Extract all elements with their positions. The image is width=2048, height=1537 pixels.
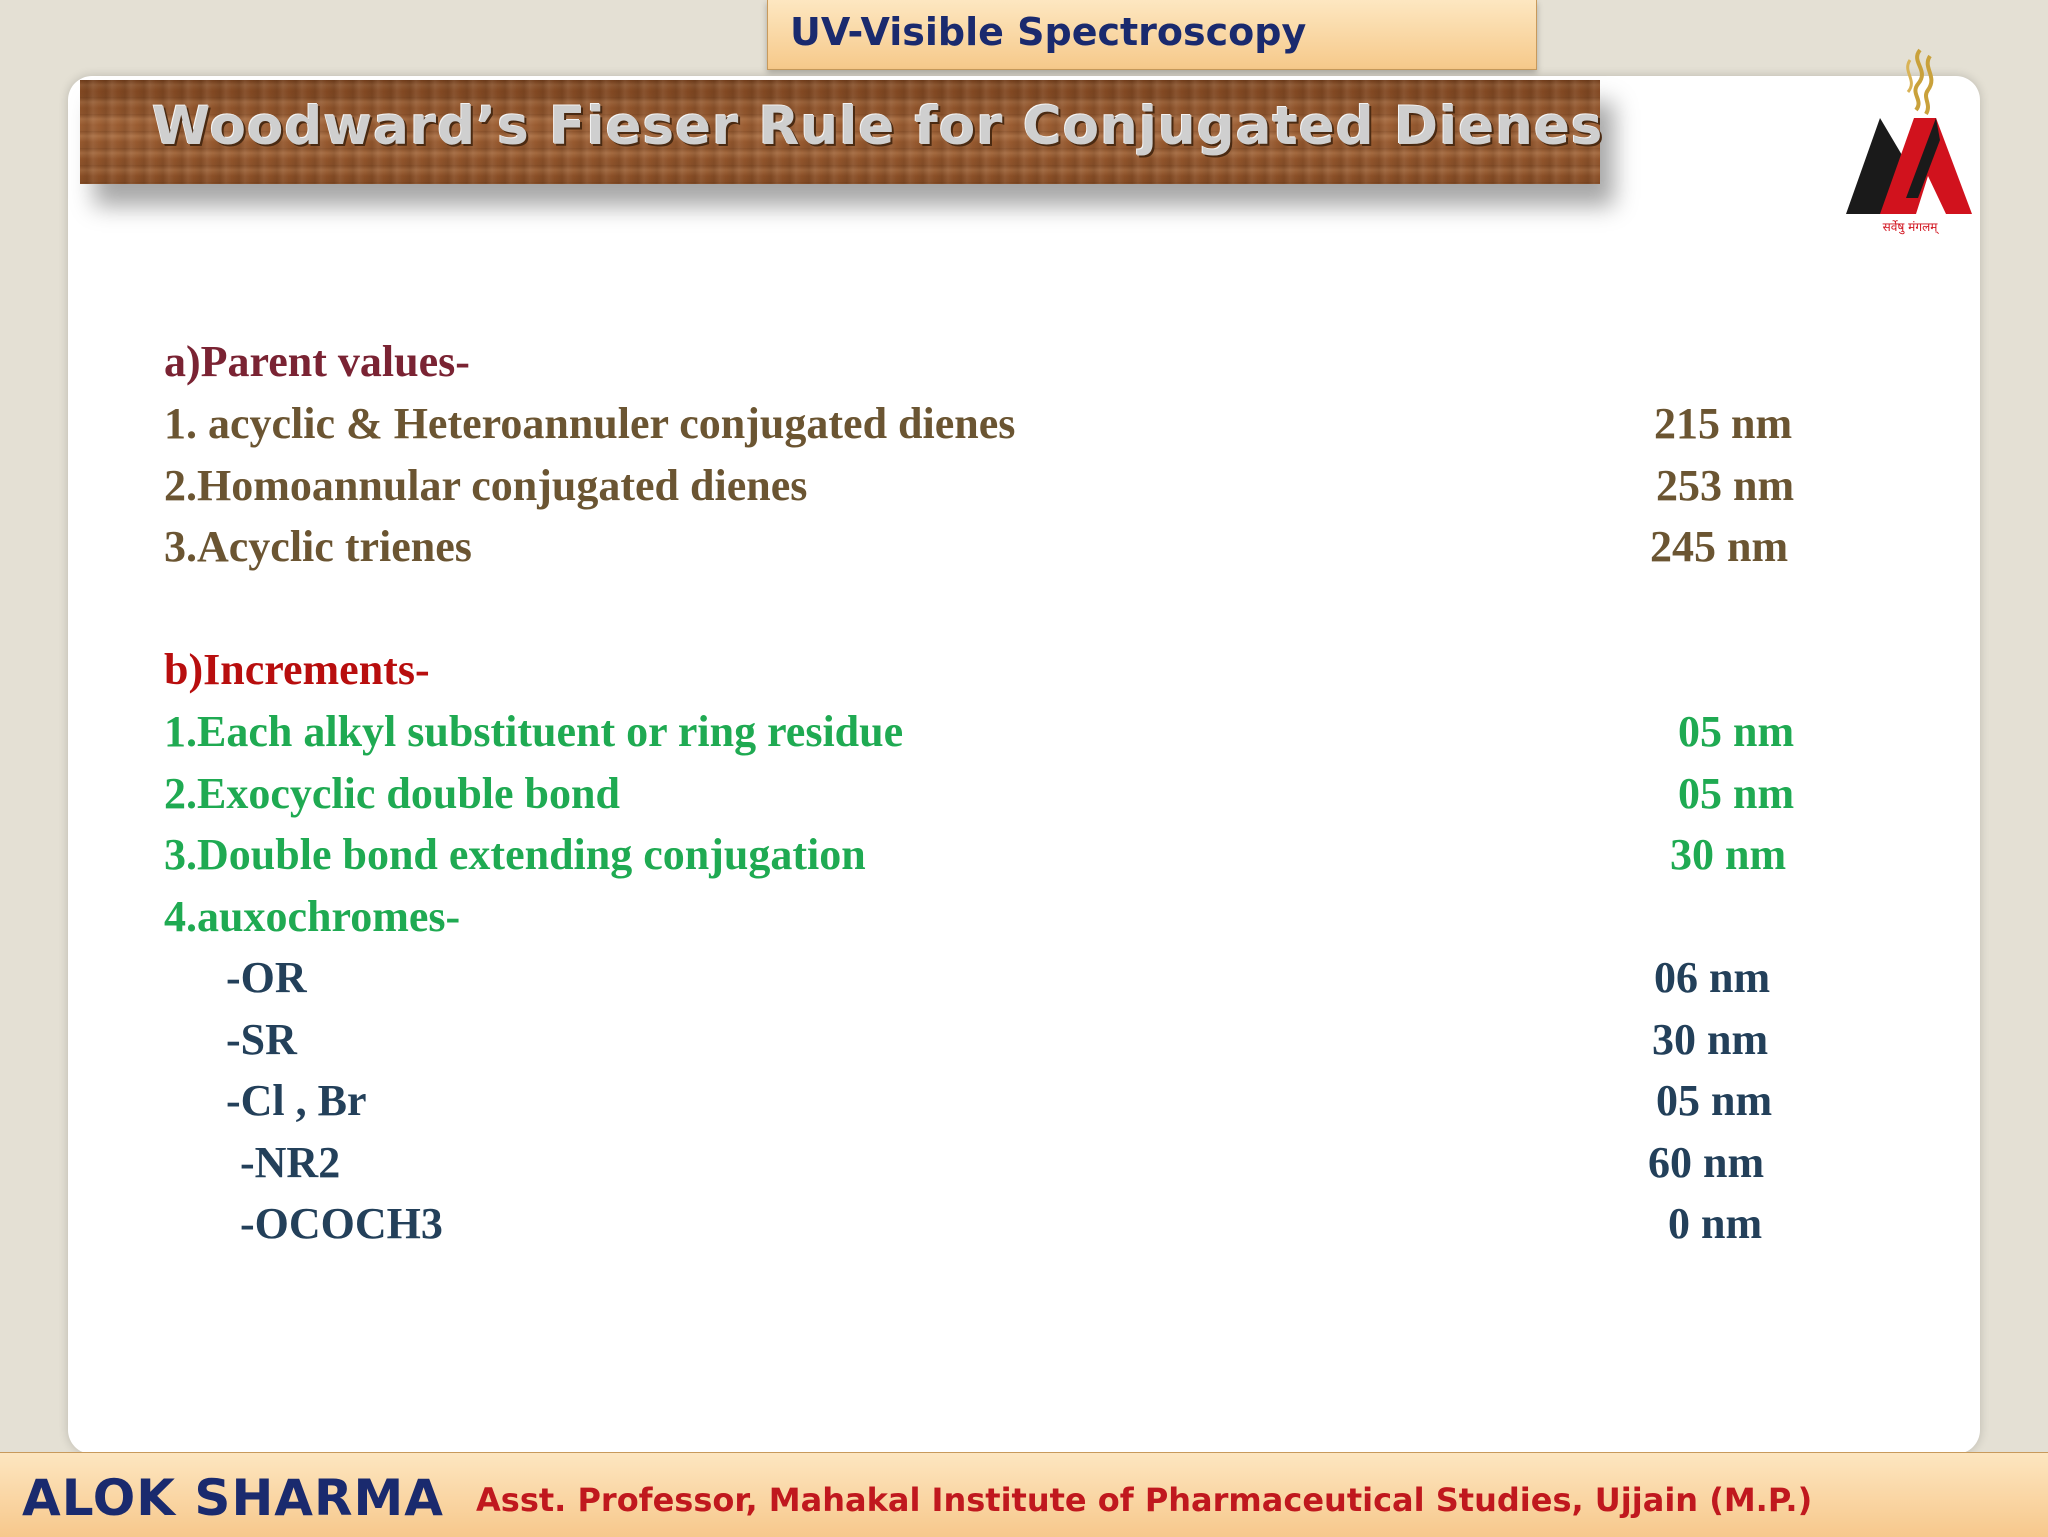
slide-title: Woodward’s Fieser Rule for Conjugated Dienes: [152, 96, 1604, 157]
title-banner: [80, 80, 1604, 184]
increment-item-label: 2.Exocyclic double bond: [164, 769, 620, 818]
parent-item-value: 253 nm: [1656, 461, 1795, 510]
increment-item-value: 05 nm: [1678, 707, 1795, 756]
auxochrome-label: -OR: [226, 953, 307, 1002]
institute-logo-icon: [1840, 48, 1976, 244]
footer-bar: [0, 1452, 2048, 1537]
increment-item-value: 05 nm: [1678, 769, 1795, 818]
auxochrome-label: -NR2: [240, 1138, 341, 1187]
logo-caption: सर्वेषु मंगलम्: [1846, 218, 1974, 236]
parent-item-label: 1. acyclic & Heteroannuler conjugated dienes: [164, 399, 1016, 448]
auxochrome-value: 06 nm: [1654, 953, 1771, 1002]
parent-item-label: 2.Homoannular conjugated dienes: [164, 461, 808, 510]
auxochrome-value: 60 nm: [1648, 1138, 1765, 1187]
auxochrome-label: -OCOCH3: [240, 1199, 443, 1248]
increment-item-label: 1.Each alkyl substituent or ring residue: [164, 707, 904, 756]
auxochrome-label: -Cl , Br: [226, 1076, 367, 1125]
parent-item-label: 3.Acyclic trienes: [164, 522, 472, 571]
parent-item-value: 245 nm: [1650, 522, 1789, 571]
increments-heading: b)Increments-: [164, 645, 430, 694]
section-tab-title: UV-Visible Spectroscopy: [790, 10, 1307, 54]
parent-item-value: 215 nm: [1654, 399, 1793, 448]
auxochrome-value: 05 nm: [1656, 1076, 1773, 1125]
auxochrome-value: 0 nm: [1668, 1199, 1763, 1248]
section-tab: [767, 0, 1537, 70]
increment-item-label: 3.Double bond extending conjugation: [164, 830, 866, 879]
author-affiliation: Asst. Professor, Mahakal Institute of Pharmaceutical Studies, Ujjain (M.P.): [476, 1481, 1813, 1519]
author-name: ALOK SHARMA: [22, 1469, 444, 1527]
parent-values-heading: a)Parent values-: [164, 337, 470, 386]
increment-item-label: 4.auxochromes-: [164, 892, 461, 941]
increment-item-value: 30 nm: [1670, 830, 1787, 879]
auxochrome-value: 30 nm: [1652, 1015, 1769, 1064]
auxochrome-label: -SR: [226, 1015, 297, 1064]
